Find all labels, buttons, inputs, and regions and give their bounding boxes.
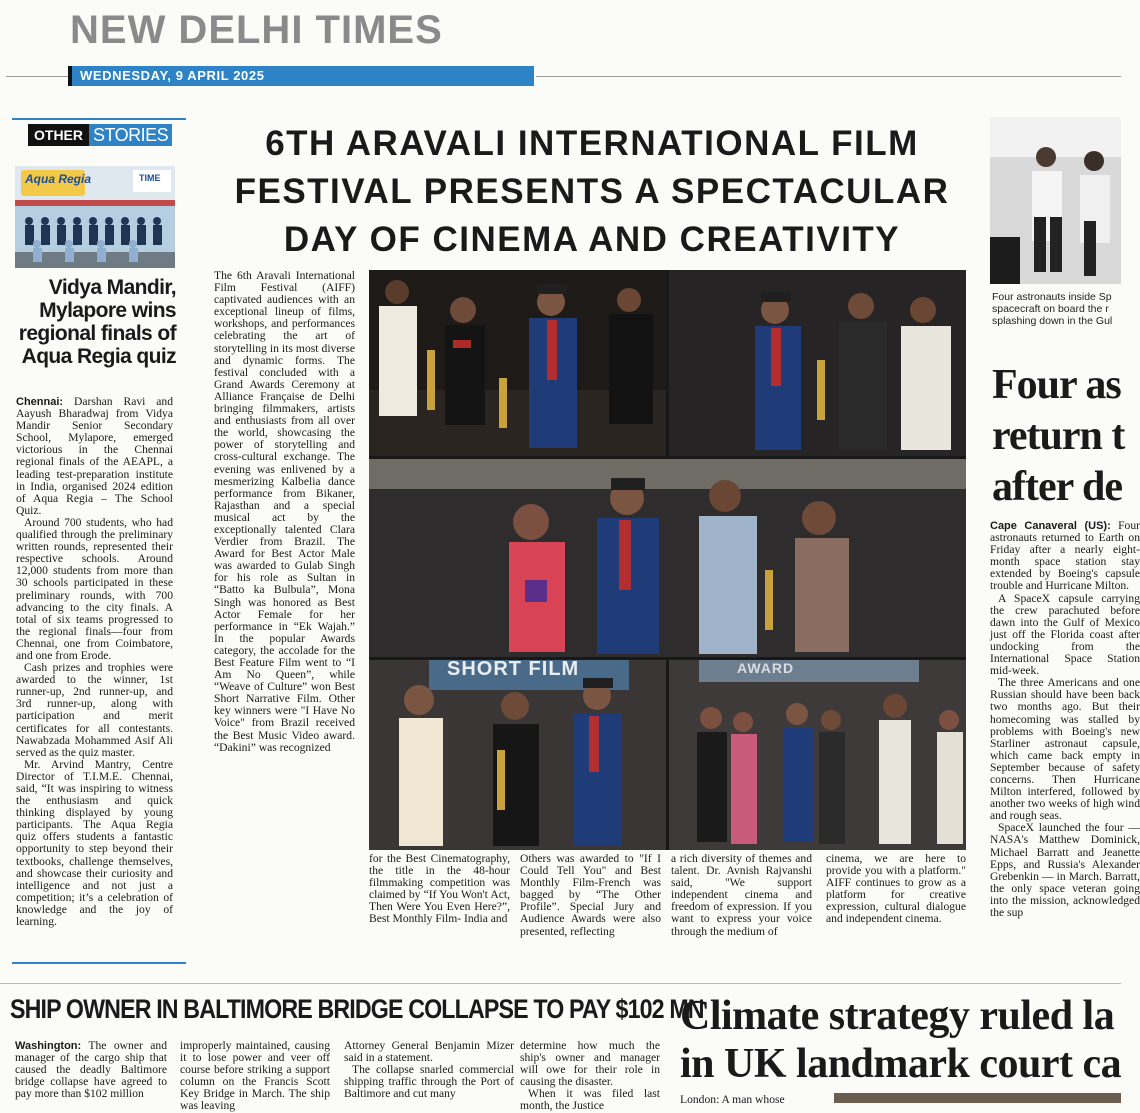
photo-banner-award: AWARD <box>737 660 795 676</box>
sidebar-para-2: Around 700 students, who had qualified through the preliminary written rounds, represented their respective schools. Around 12,000 students from more than 30 schools participated in these preliminary rounds, with 700 advancing to the city finals. A total of six teams progressed to the regional finals—four from Chennai, one from Coimbatore, and one from Erode. <box>16 515 173 662</box>
sidebar-para-1: Darshan Ravi and Aayush Bharadwaj from Vidya Mandir Senior Secondary School, Mylapore, emerged victorious in the Chennai regional finals of the AEAPL, a leading test-preparation institute in India, organised 2024 edition of Aqua Regia – The School Quiz. <box>16 395 173 517</box>
bottom-divider <box>0 983 1121 984</box>
main-col-1: The 6th Aravali International Film Festival (AIFF) captivated audiences with an exceptional lineup of films, workshops, and performances celebrating the art of storytelling in its most diverse and dynamic forms. The festival concluded with a Grand Awards Ceremony at Alliance Française de Delhi bringing filmmakers, artists and enthusiasts from all over the world, showcasing the power of storytelling and cross-cultural exchange. The evening was enlivened by a mesmerizing Kalbelia dance performance from Bikaner, Rajasthan and a special musical act by the exceptionally talented Clara Verdier from Brazil. The Award for Best Actor Male was awarded to Gulab Singh for his role as Sultan in “Batto ka Bulbula”, Mona Singh was honored as Best Actor Female for her performance in “Ek Wajah.” In the popular Awards category, the accolade for the Best Feature Film went to “I Am No Queen”, while “Weave of Culture” won Best Short Narrative Film. Other key winners were "I Have No Voice" from Brazil received the Best Music Video award. “Dakini” was recognized <box>214 269 355 754</box>
main-col-2: for the Best Cinematography, the title in the 48-hour filmmaking competition was claimed by “If You Won't Act, Then Were You Even Here?”, Best Monthly Film- India and <box>369 852 510 926</box>
astronauts-story-body <box>990 520 1140 919</box>
main-headline <box>212 120 972 264</box>
photo-banner-short-film: SHORT FILM <box>447 658 580 680</box>
main-col-5: cinema, we are here to provide you with a platform." AIFF continues to grow as a platform for creative expression, cultural dialogue and independent cinema. <box>826 852 966 926</box>
astronauts-para-1: Four astronauts returned to Earth on Friday after a nearly eight-month space station stay extended by Boeing's capsule trouble and Hurricane Milton. <box>990 519 1140 593</box>
other-stories-label <box>28 124 172 146</box>
ship-col-3-para-2: The collapse snarled commercial shipping traffic through the Port of Baltimore and cut many <box>344 1063 514 1101</box>
ship-owner-headline: SHIP OWNER IN BALTIMORE BRIDGE COLLAPSE TO PAY $102 MN <box>10 994 704 1024</box>
ship-col-2: improperly maintained, causing it to lose power and veer off course before striking a support column on the Francis Scott Key Bridge in March. The ship was leaving <box>180 1039 330 1113</box>
main-headline-line-3: DAY OF CINEMA AND CREATIVITY <box>283 220 901 259</box>
issue-date: WEDNESDAY, 9 APRIL 2025 <box>80 68 265 83</box>
ship-col-4 <box>520 1040 660 1113</box>
astronauts-headline-line-3: after de <box>992 464 1122 510</box>
ship-col-3-para-1: Attorney General Benjamin Mizer said in a statement. <box>344 1039 514 1065</box>
caption-line-3: splashing down in the Gul <box>992 315 1113 327</box>
label-stories: STORIES <box>89 124 172 146</box>
masthead-title: NEW DELHI TIMES <box>70 8 443 52</box>
caption-line-1: Four astronauts inside Sp <box>992 291 1112 303</box>
caption-line-2: spacecraft on board the r <box>992 303 1109 315</box>
ship-col-1-text: The owner and manager of the cargo ship that caused the deadly Baltimore bridge collapse have agreed to pay more than $102 million <box>15 1039 167 1101</box>
ship-col-4-para-2: When it was filed last month, the Justice <box>520 1087 660 1113</box>
astronauts-headline <box>992 360 1124 513</box>
label-other: OTHER <box>28 124 89 146</box>
quiz-winners-photo <box>15 166 175 268</box>
astronauts-photo <box>990 117 1121 284</box>
main-headline-line-1: 6TH ARAVALI INTERNATIONAL FILM <box>265 124 919 163</box>
film-festival-photo-grid <box>369 270 966 850</box>
astronauts-caption <box>992 291 1112 327</box>
masthead-rule-right <box>536 76 1121 77</box>
quiz-logo-text: Aqua Regia <box>25 172 92 186</box>
sidebar-headline: Vidya Mandir, Mylapore wins regional finals of Aqua Regia quiz <box>18 276 176 368</box>
masthead-rule-left <box>6 76 68 77</box>
astronauts-headline-line-2: return t <box>992 413 1125 459</box>
ship-col-1 <box>15 1040 167 1100</box>
climate-photo <box>834 1093 1121 1103</box>
ship-dateline: Washington: <box>15 1040 82 1052</box>
astronauts-dateline: Cape Canaveral (US): <box>990 520 1111 532</box>
astronauts-para-4: SpaceX launched the four — NASA's Matthew Dominick, Michael Barratt and Jeanette Epps, and Russia's Alexander Grebenkin — in March. Barratt, the only space veteran going into the mission, acknowledged the sup <box>990 821 1140 919</box>
climate-headline-line-2: in UK landmark court ca <box>680 1041 1122 1087</box>
main-col-4: a rich diversity of themes and talent. Dr. Avnish Rajvanshi said, "We support independent cinema and freedom of expression. If you want to express your voice through the medium of <box>671 852 812 938</box>
sidebar-para-3: Cash prizes and trophies were awarded to the winner, 1st runner-up, 2nd runner-up, and 3rd runner-up, along with participation and merit certificates for all contestants. Nawabzada Mohammed Asif Ali served as the quiz master. <box>16 661 173 759</box>
climate-teaser: London: A man whose <box>680 1093 785 1106</box>
astronauts-headline-line-1: Four as <box>992 362 1121 408</box>
climate-headline-line-1: Climate strategy ruled la <box>680 993 1115 1039</box>
astronauts-para-2: A SpaceX capsule carrying the crew parachuted before dawn into the Gulf of Mexico just off the Florida coast after undocking from the International Space Station mid-week. <box>990 591 1140 678</box>
time-logo-text: TIME <box>139 173 161 183</box>
main-col-3: Others was awarded to "If I Could Tell You" and Best Monthly Film-French was bagged by “The Other Profile”. Special Jury and Audience Awards were also presented, reflecting <box>520 852 661 938</box>
ship-col-3 <box>344 1040 514 1100</box>
ship-col-4-para-1: determine how much the ship's owner and manager will owe for their role in causing the disaster. <box>520 1039 660 1089</box>
date-band <box>68 66 534 86</box>
sidebar-para-4: Mr. Arvind Mantry, Centre Director of T.I.M.E. Chennai, said, “It was inspiring to witness the enthusiasm and quick thinking displayed by young participants. The Aqua Regia quiz offers students a fantastic opportunity to step beyond their textbooks, challenge themselves, and showcase their curiosity and intelligence and not just a competition; it’s a celebration of knowledge and the joy of learning. <box>16 757 173 929</box>
astronauts-para-3: The three Americans and one Russian should have been back two months ago. But their homecoming was stalled by problems with Boeing's new Starliner astronaut capsule, which came back empty in September because of safety concerns. Then Hurricane Milton interfered, followed by another two weeks of high wind and rough seas. <box>990 676 1140 823</box>
sidebar-story-body <box>16 396 173 928</box>
climate-headline <box>680 992 1121 1088</box>
main-headline-line-2: FESTIVAL PRESENTS A SPECTACULAR <box>234 172 950 211</box>
sidebar-dateline: Chennai: <box>16 396 64 408</box>
